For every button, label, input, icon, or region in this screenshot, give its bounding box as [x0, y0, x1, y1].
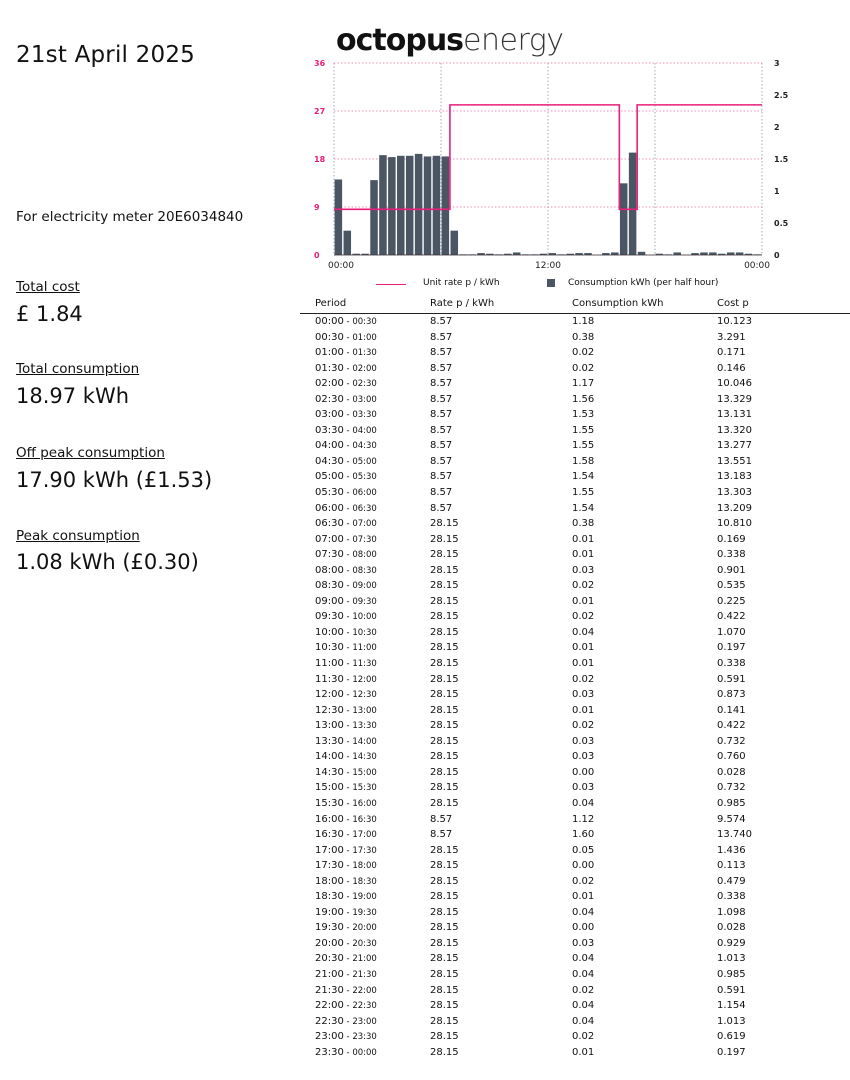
- period-cell: 04:00 - 04:30: [315, 440, 377, 452]
- cost-cell: 0.197: [717, 1046, 746, 1058]
- cost-cell: 0.985: [717, 968, 746, 980]
- cost-cell: 13.329: [717, 393, 752, 405]
- consumption-chart: [300, 50, 800, 275]
- consumption-cell: 0.05: [572, 844, 595, 856]
- cost-cell: 0.338: [717, 549, 746, 561]
- consumption-cell: 1.55: [572, 440, 595, 452]
- period-cell: 02:30 - 03:00: [315, 393, 377, 405]
- table-row: [300, 392, 850, 408]
- consumption-bar: [406, 156, 414, 255]
- consumption-cell: 0.01: [572, 704, 595, 716]
- cost-cell: 0.535: [717, 580, 746, 592]
- rate-cell: 28.15: [430, 533, 459, 545]
- consumption-cell: 0.02: [572, 611, 595, 623]
- consumption-cell: 0.01: [572, 891, 595, 903]
- rate-cell: 28.15: [430, 518, 459, 530]
- total-consumption-label: Total consumption: [16, 361, 140, 377]
- cost-cell: 0.479: [717, 875, 746, 887]
- consumption-cell: 0.04: [572, 797, 595, 809]
- period-cell: 20:00 - 20:30: [315, 937, 377, 949]
- period-cell: 20:30 - 21:00: [315, 953, 377, 965]
- y-right-tick: 0: [774, 251, 780, 260]
- rate-cell: 28.15: [430, 782, 459, 794]
- consumption-bar: [415, 154, 423, 255]
- cost-cell: 0.422: [717, 720, 746, 732]
- consumption-cell: 0.02: [572, 984, 595, 996]
- rate-cell: 8.57: [430, 393, 453, 405]
- table-row: [300, 672, 850, 688]
- table-row: [300, 749, 850, 765]
- consumption-cell: 1.55: [572, 487, 595, 499]
- rate-cell: 8.57: [430, 813, 453, 825]
- consumption-bar: [370, 180, 378, 255]
- consumption-cell: 1.18: [572, 316, 595, 327]
- consumption-cell: 0.03: [572, 782, 595, 794]
- cost-cell: 13.303: [717, 487, 752, 499]
- period-cell: 17:00 - 17:30: [315, 844, 377, 856]
- period-cell: 13:30 - 14:00: [315, 735, 377, 747]
- cost-cell: 13.740: [717, 829, 752, 841]
- consumption-bar: [344, 231, 352, 255]
- rate-cell: 8.57: [430, 424, 453, 436]
- consumption-cell: 1.56: [572, 393, 595, 405]
- rate-cell: 28.15: [430, 549, 459, 561]
- table-row: [300, 765, 850, 781]
- y-left-tick: 27: [314, 107, 326, 116]
- table-row: [300, 625, 850, 641]
- rate-cell: 28.15: [430, 844, 459, 856]
- table-row: [300, 998, 850, 1014]
- y-right-tick: 2.5: [774, 91, 789, 100]
- consumption-cell: 1.55: [572, 424, 595, 436]
- cost-cell: 10.810: [717, 518, 752, 530]
- period-cell: 12:00 - 12:30: [315, 689, 377, 701]
- consumption-cell: 1.54: [572, 471, 595, 483]
- table-row: [300, 609, 850, 625]
- table-row: [300, 936, 850, 952]
- consumption-bar: [335, 179, 343, 255]
- rate-cell: 28.15: [430, 689, 459, 701]
- period-cell: 16:00 - 16:30: [315, 813, 377, 825]
- rate-cell: 28.15: [430, 1046, 459, 1058]
- table-row: [300, 920, 850, 936]
- x-tick: 00:00: [328, 261, 354, 271]
- period-cell: 07:00 - 07:30: [315, 533, 377, 545]
- rate-cell: 8.57: [430, 829, 453, 841]
- y-left-tick: 9: [314, 203, 320, 212]
- consumption-cell: 0.03: [572, 937, 595, 949]
- cost-cell: 0.929: [717, 937, 746, 949]
- period-cell: 11:30 - 12:00: [315, 673, 377, 685]
- cost-cell: 0.338: [717, 891, 746, 903]
- period-cell: 21:00 - 21:30: [315, 968, 377, 980]
- table-row: [300, 594, 850, 610]
- consumption-bar: [638, 252, 646, 255]
- y-left-tick: 36: [314, 59, 326, 68]
- consumption-cell: 0.01: [572, 549, 595, 561]
- cost-cell: 0.146: [717, 362, 746, 374]
- consumption-cell: 0.00: [572, 922, 595, 934]
- rate-cell: 28.15: [430, 658, 459, 670]
- cost-cell: 0.197: [717, 642, 746, 654]
- y-left-tick: 18: [314, 155, 326, 164]
- rate-cell: 8.57: [430, 487, 453, 499]
- legend-consumption-label: Consumption kWh (per half hour): [568, 278, 719, 288]
- rate-cell: 8.57: [430, 316, 453, 327]
- consumption-cell: 0.04: [572, 906, 595, 918]
- cost-cell: 13.277: [717, 440, 752, 452]
- rate-cell: 28.15: [430, 626, 459, 638]
- table-row: [300, 858, 850, 874]
- period-cell: 14:00 - 14:30: [315, 751, 377, 763]
- table-row: [300, 905, 850, 921]
- cost-cell: 13.131: [717, 409, 752, 421]
- period-cell: 02:00 - 02:30: [315, 378, 377, 390]
- period-cell: 15:00 - 15:30: [315, 782, 377, 794]
- consumption-bar: [397, 156, 405, 255]
- cost-cell: 13.183: [717, 471, 752, 483]
- rate-cell: 8.57: [430, 502, 453, 514]
- rate-cell: 28.15: [430, 580, 459, 592]
- rate-cell: 28.15: [430, 735, 459, 747]
- consumption-cell: 0.03: [572, 689, 595, 701]
- table-row: [300, 967, 850, 983]
- rate-cell: 8.57: [430, 471, 453, 483]
- consumption-bar: [620, 183, 628, 255]
- table-row: [300, 578, 850, 594]
- period-cell: 01:30 - 02:00: [315, 362, 377, 374]
- consumption-bar: [442, 156, 450, 255]
- consumption-cell: 0.01: [572, 595, 595, 607]
- table-row: [300, 516, 850, 532]
- header-period: Period: [315, 298, 347, 309]
- period-cell: 05:00 - 05:30: [315, 471, 377, 483]
- off-peak-value: 17.90 kWh (£1.53): [16, 468, 213, 492]
- rate-cell: 8.57: [430, 378, 453, 390]
- table-row: [300, 345, 850, 361]
- header-rate: Rate p / kWh: [430, 298, 495, 309]
- table-row: [300, 469, 850, 485]
- table-row: [300, 1014, 850, 1030]
- header-consumption: Consumption kWh: [572, 298, 664, 309]
- consumption-cell: 0.02: [572, 362, 595, 374]
- table-row: [300, 361, 850, 377]
- consumption-cell: 0.04: [572, 968, 595, 980]
- rate-cell: 28.15: [430, 937, 459, 949]
- rate-cell: 28.15: [430, 1031, 459, 1043]
- period-cell: 03:30 - 04:00: [315, 424, 377, 436]
- rate-cell: 28.15: [430, 875, 459, 887]
- x-tick: 12:00: [535, 261, 561, 271]
- table-row: [300, 734, 850, 750]
- table-row: [300, 423, 850, 439]
- rate-cell: 28.15: [430, 720, 459, 732]
- period-cell: 06:00 - 06:30: [315, 502, 377, 514]
- consumption-cell: 0.04: [572, 953, 595, 965]
- period-cell: 19:30 - 20:00: [315, 922, 377, 934]
- period-cell: 14:30 - 15:00: [315, 766, 377, 778]
- rate-cell: 28.15: [430, 751, 459, 763]
- cost-cell: 13.320: [717, 424, 752, 436]
- rate-cell: 28.15: [430, 984, 459, 996]
- rate-cell: 28.15: [430, 595, 459, 607]
- rate-cell: 28.15: [430, 611, 459, 623]
- period-cell: 08:00 - 08:30: [315, 564, 377, 576]
- consumption-cell: 0.04: [572, 626, 595, 638]
- cost-cell: 0.113: [717, 860, 746, 872]
- consumption-cell: 0.02: [572, 875, 595, 887]
- period-cell: 22:00 - 22:30: [315, 1000, 377, 1012]
- table-row: [300, 796, 850, 812]
- y-right-tick: 3: [774, 59, 780, 68]
- table-row: [300, 983, 850, 999]
- period-cell: 08:30 - 09:00: [315, 580, 377, 592]
- period-cell: 22:30 - 23:00: [315, 1015, 377, 1027]
- rate-cell: 28.15: [430, 968, 459, 980]
- cost-cell: 0.591: [717, 984, 746, 996]
- consumption-bar: [629, 153, 637, 255]
- rate-cell: 8.57: [430, 409, 453, 421]
- cost-cell: 0.141: [717, 704, 746, 716]
- period-cell: 23:30 - 00:00: [315, 1046, 377, 1058]
- header-cost: Cost p: [717, 298, 749, 309]
- consumption-cell: 0.04: [572, 1000, 595, 1012]
- total-cost-label: Total cost: [16, 279, 80, 295]
- period-cell: 17:30 - 18:00: [315, 860, 377, 872]
- period-cell: 09:00 - 09:30: [315, 595, 377, 607]
- cost-cell: 0.422: [717, 611, 746, 623]
- cost-cell: 1.154: [717, 1000, 746, 1012]
- cost-cell: 0.760: [717, 751, 746, 763]
- period-cell: 23:00 - 23:30: [315, 1031, 377, 1043]
- period-cell: 16:30 - 17:00: [315, 829, 377, 841]
- y-right-tick: 0.5: [774, 219, 789, 228]
- consumption-cell: 0.02: [572, 673, 595, 685]
- consumption-cell: 0.02: [572, 347, 595, 359]
- table-row: [300, 703, 850, 719]
- consumption-bar: [451, 231, 459, 255]
- total-cost-value: £ 1.84: [16, 302, 83, 326]
- cost-cell: 1.070: [717, 626, 746, 638]
- consumption-cell: 1.12: [572, 813, 595, 825]
- cost-cell: 0.169: [717, 533, 746, 545]
- period-cell: 00:00 - 00:30: [315, 316, 377, 327]
- period-cell: 01:00 - 01:30: [315, 347, 377, 359]
- consumption-cell: 1.58: [572, 455, 595, 467]
- period-cell: 21:30 - 22:00: [315, 984, 377, 996]
- cost-cell: 10.046: [717, 378, 752, 390]
- cost-cell: 0.873: [717, 689, 746, 701]
- consumption-cell: 0.01: [572, 533, 595, 545]
- cost-cell: 0.732: [717, 735, 746, 747]
- table-row: [300, 438, 850, 454]
- period-cell: 09:30 - 10:00: [315, 611, 377, 623]
- cost-cell: 0.028: [717, 766, 746, 778]
- consumption-cell: 1.17: [572, 378, 595, 390]
- rate-cell: 28.15: [430, 891, 459, 903]
- period-cell: 13:00 - 13:30: [315, 720, 377, 732]
- cost-cell: 3.291: [717, 331, 746, 343]
- consumption-cell: 0.00: [572, 860, 595, 872]
- table-row: [300, 951, 850, 967]
- period-cell: 05:30 - 06:00: [315, 487, 377, 499]
- cost-cell: 0.732: [717, 782, 746, 794]
- y-right-tick: 1.5: [774, 155, 789, 164]
- cost-cell: 9.574: [717, 813, 746, 825]
- y-right-tick: 1: [774, 187, 780, 196]
- cost-cell: 0.225: [717, 595, 746, 607]
- period-cell: 18:30 - 19:00: [315, 891, 377, 903]
- rate-cell: 28.15: [430, 860, 459, 872]
- consumption-cell: 0.38: [572, 331, 595, 343]
- legend-consumption-swatch: [547, 279, 555, 287]
- consumption-cell: 0.02: [572, 580, 595, 592]
- peak-label: Peak consumption: [16, 528, 140, 544]
- consumption-cell: 1.54: [572, 502, 595, 514]
- table-row: [300, 454, 850, 470]
- cost-cell: 0.901: [717, 564, 746, 576]
- period-cell: 03:00 - 03:30: [315, 409, 377, 421]
- table-row: [300, 407, 850, 423]
- table-row: [300, 376, 850, 392]
- y-left-tick: 0: [314, 251, 320, 260]
- consumption-cell: 0.38: [572, 518, 595, 530]
- consumption-bar: [424, 156, 432, 255]
- rate-cell: 28.15: [430, 797, 459, 809]
- total-consumption-value: 18.97 kWh: [16, 384, 130, 408]
- consumption-bar: [388, 157, 396, 255]
- cost-cell: 10.123: [717, 316, 752, 327]
- cost-cell: 1.098: [717, 906, 746, 918]
- meter-label: For electricity meter 20E6034840: [16, 209, 244, 225]
- table-row: [300, 1045, 850, 1061]
- rate-cell: 28.15: [430, 953, 459, 965]
- period-cell: 12:30 - 13:00: [315, 704, 377, 716]
- consumption-bar: [379, 155, 387, 255]
- consumption-cell: 0.01: [572, 1046, 595, 1058]
- table-row: [300, 563, 850, 579]
- cost-cell: 13.551: [717, 455, 752, 467]
- table-row: [300, 1029, 850, 1045]
- consumption-cell: 0.02: [572, 1031, 595, 1043]
- rate-cell: 28.15: [430, 564, 459, 576]
- table-row: [300, 812, 850, 828]
- legend-rate-swatch: [376, 284, 406, 285]
- cost-cell: 0.338: [717, 658, 746, 670]
- peak-value: 1.08 kWh (£0.30): [16, 550, 199, 574]
- x-tick: 00:00: [744, 261, 770, 271]
- rate-cell: 8.57: [430, 347, 453, 359]
- table-row: [300, 501, 850, 517]
- table-row: [300, 485, 850, 501]
- period-cell: 19:00 - 19:30: [315, 906, 377, 918]
- consumption-table: [300, 314, 850, 1060]
- cost-cell: 0.028: [717, 922, 746, 934]
- consumption-cell: 1.60: [572, 829, 595, 841]
- report-date: 21st April 2025: [16, 42, 195, 68]
- rate-cell: 8.57: [430, 362, 453, 374]
- table-row: [300, 314, 850, 330]
- rate-cell: 28.15: [430, 1015, 459, 1027]
- rate-cell: 28.15: [430, 1000, 459, 1012]
- consumption-cell: 0.04: [572, 1015, 595, 1027]
- rate-cell: 28.15: [430, 642, 459, 654]
- consumption-bar: [433, 156, 441, 255]
- table-row: [300, 532, 850, 548]
- table-row: [300, 843, 850, 859]
- consumption-cell: 1.53: [572, 409, 595, 421]
- cost-cell: 13.209: [717, 502, 752, 514]
- cost-cell: 0.985: [717, 797, 746, 809]
- table-row: [300, 687, 850, 703]
- table-row: [300, 874, 850, 890]
- rate-cell: 8.57: [430, 331, 453, 343]
- rate-cell: 28.15: [430, 704, 459, 716]
- table-row: [300, 547, 850, 563]
- cost-cell: 0.619: [717, 1031, 746, 1043]
- period-cell: 00:30 - 01:00: [315, 331, 377, 343]
- rate-cell: 8.57: [430, 455, 453, 467]
- table-row: [300, 827, 850, 843]
- rate-cell: 8.57: [430, 440, 453, 452]
- table-row: [300, 889, 850, 905]
- table-row: [300, 718, 850, 734]
- rate-cell: 28.15: [430, 922, 459, 934]
- cost-cell: 1.013: [717, 1015, 746, 1027]
- rate-cell: 28.15: [430, 673, 459, 685]
- consumption-cell: 0.03: [572, 735, 595, 747]
- period-cell: 15:30 - 16:00: [315, 797, 377, 809]
- consumption-cell: 0.03: [572, 751, 595, 763]
- octopus-energy-logo: octopusenergy: [336, 23, 564, 58]
- consumption-cell: 0.01: [572, 642, 595, 654]
- period-cell: 06:30 - 07:00: [315, 518, 377, 530]
- consumption-cell: 0.03: [572, 564, 595, 576]
- period-cell: 10:30 - 11:00: [315, 642, 377, 654]
- table-row: [300, 656, 850, 672]
- consumption-cell: 0.00: [572, 766, 595, 778]
- rate-cell: 28.15: [430, 906, 459, 918]
- table-row: [300, 330, 850, 346]
- cost-cell: 0.171: [717, 347, 746, 359]
- table-header: [300, 298, 850, 314]
- consumption-cell: 0.01: [572, 658, 595, 670]
- period-cell: 07:30 - 08:00: [315, 549, 377, 561]
- legend-rate-label: Unit rate p / kWh: [423, 278, 500, 288]
- cost-cell: 0.591: [717, 673, 746, 685]
- period-cell: 10:00 - 10:30: [315, 626, 377, 638]
- table-row: [300, 780, 850, 796]
- consumption-cell: 0.02: [572, 720, 595, 732]
- period-cell: 18:00 - 18:30: [315, 875, 377, 887]
- cost-cell: 1.013: [717, 953, 746, 965]
- cost-cell: 1.436: [717, 844, 746, 856]
- period-cell: 04:30 - 05:00: [315, 455, 377, 467]
- table-row: [300, 640, 850, 656]
- rate-cell: 28.15: [430, 766, 459, 778]
- off-peak-label: Off peak consumption: [16, 445, 165, 461]
- y-right-tick: 2: [774, 123, 780, 132]
- period-cell: 11:00 - 11:30: [315, 658, 377, 670]
